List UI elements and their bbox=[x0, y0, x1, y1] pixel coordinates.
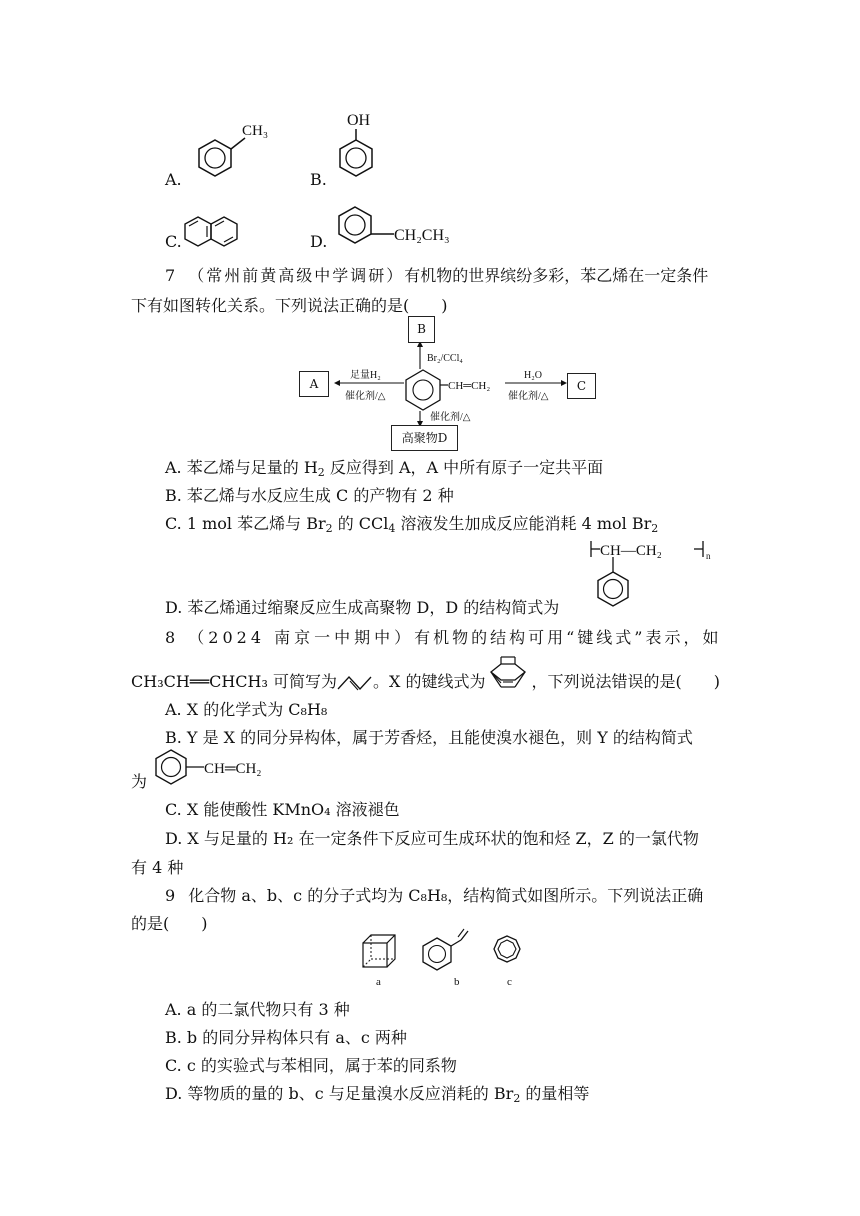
vinyl-label-q8: CH═CH₂ bbox=[204, 761, 262, 777]
q7-stem-line1 bbox=[165, 266, 708, 286]
q6-option-d-label: D. bbox=[310, 232, 328, 251]
q8-option-d-line2: 有 4 种 bbox=[131, 858, 184, 877]
x-skeletal-structure bbox=[485, 654, 531, 694]
cond-c-bottom: 催化剂/△ bbox=[508, 391, 549, 402]
q7-stem-2: 下有如图转化关系。下列说法正确的是( ) bbox=[131, 296, 448, 315]
cond-a-top: 足量H₂ bbox=[350, 370, 381, 381]
q8-option-b-line1: B. Y 是 X 的同分异构体，属于芳香烃，且能使溴水褪色，则 Y 的结构简式 bbox=[165, 728, 693, 747]
oh-label: OH bbox=[347, 112, 371, 129]
label-b: b bbox=[454, 976, 460, 988]
q9-option-c: C. c 的实验式与苯相同，属于苯的同系物 bbox=[165, 1056, 457, 1075]
q8-option-b-line2: 为 bbox=[131, 772, 148, 791]
q7-option-c: C. 1 mol 苯乙烯与 $Br_2$ 的 CCl$_4$ 溶液发生加成反应能消耗 4 mol $Br_2$ bbox=[165, 514, 659, 535]
q7-option-b: B. 苯乙烯与水反应生成 C 的产物有 2 种 bbox=[165, 486, 454, 505]
cond-b: Br₂/CCl₄ bbox=[427, 353, 463, 364]
cond-a-bottom: 催化剂/△ bbox=[345, 391, 386, 402]
q7-source: （常州前黄高级中学调研） bbox=[188, 266, 405, 285]
vinyl-label: CH═CH₂ bbox=[448, 380, 491, 392]
naphthalene-structure bbox=[183, 212, 253, 252]
q9-stem-2: 的是( ) bbox=[131, 914, 208, 933]
q8-stem-line2: CH₃CH══CHCH₃ 可简写为 。X 的键线式为 ，下列说法错误的是( ) bbox=[131, 672, 720, 692]
polystyrene-structure bbox=[586, 535, 726, 615]
q9-stem-line1 bbox=[165, 886, 703, 906]
q8-source: （2024 南京一中期中） bbox=[188, 628, 415, 647]
ethylbenzene-structure bbox=[336, 204, 466, 248]
styrene-structure-q8 bbox=[152, 746, 292, 790]
ch2ch3-label: CH₂CH₃ bbox=[394, 227, 450, 244]
q9-option-b: B. b 的同分异构体只有 a、c 两种 bbox=[165, 1028, 407, 1047]
cond-d: 催化剂/△ bbox=[430, 412, 471, 423]
q6-option-a-label: A. bbox=[165, 170, 182, 189]
q7-stem-1: 有机物的世界缤纷多彩，苯乙烯在一定条件 bbox=[404, 266, 709, 285]
compounds-abc-figure bbox=[355, 930, 545, 990]
polymer-unit: CH—CH₂ bbox=[600, 543, 662, 559]
butene-skeletal bbox=[337, 672, 373, 692]
q8-stem-line1 bbox=[165, 628, 721, 648]
ch3-label: CH₃ bbox=[242, 123, 269, 139]
q9-option-a: A. a 的二氯代物只有 3 种 bbox=[165, 1000, 350, 1019]
q8-number: 8 bbox=[165, 628, 176, 647]
q8-stem-1: 有机物的结构可用“键线式”表示，如 bbox=[414, 628, 722, 647]
cond-c-top: H₂O bbox=[524, 370, 542, 381]
label-c: c bbox=[507, 976, 512, 988]
q9-stem-1: 化合物 a、b、c 的分子式均为 C₈H₈，结构简式如图所示。下列说法正确 bbox=[188, 886, 704, 905]
phenol-structure bbox=[330, 108, 390, 188]
box-c: C bbox=[567, 373, 596, 399]
q9-number: 9 bbox=[165, 886, 176, 905]
q9-option-d: D. 等物质的量的 b、c 与足量溴水反应消耗的 $Br_2$ 的量相等 bbox=[165, 1084, 590, 1105]
q8-option-a: A. X 的化学式为 C₈H₈ bbox=[165, 700, 328, 719]
q7-option-a: A. 苯乙烯与足量的 $H_2$ 反应得到 A，A 中所有原子一定共平面 bbox=[165, 458, 604, 479]
box-d: 高聚物D bbox=[391, 425, 458, 451]
q8-option-c: C. X 能使酸性 KMnO₄ 溶液褪色 bbox=[165, 800, 400, 819]
q8-option-d-line1: D. X 与足量的 H₂ 在一定条件下反应可生成环状的饱和烃 Z，Z 的一氯代物 bbox=[165, 829, 699, 848]
polymer-n: n bbox=[706, 551, 711, 561]
box-b: B bbox=[408, 316, 435, 343]
box-a: A bbox=[299, 371, 329, 397]
q6-option-b-label: B. bbox=[310, 170, 327, 189]
q6-option-c-label: C. bbox=[165, 232, 182, 251]
q7-option-d: D. 苯乙烯通过缩聚反应生成高聚物 D，D 的结构简式为 bbox=[165, 598, 560, 617]
q7-number: 7 bbox=[165, 266, 176, 285]
label-a: a bbox=[376, 976, 381, 988]
toluene-structure bbox=[190, 118, 280, 188]
